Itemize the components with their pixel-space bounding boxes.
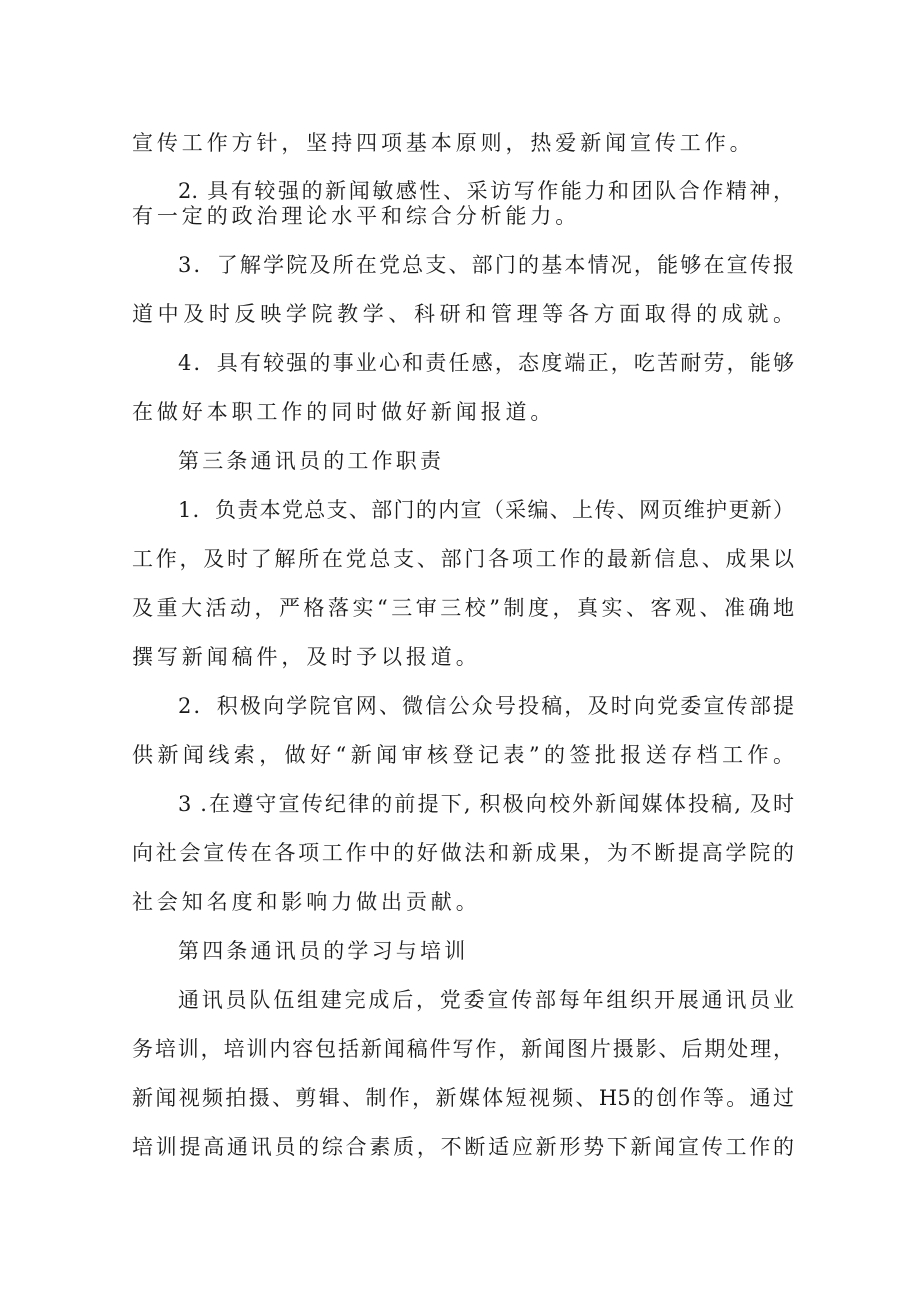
text-line: 宣传工作方针，坚持四项基本原则，热爱新闻宣传工作。 xyxy=(132,131,755,155)
text-line: 在做好本职工作的同时做好新闻报道。 xyxy=(132,400,556,424)
text-line: 培训提高通讯员的综合素质，不断适应新形势下新闻宣传工作的 xyxy=(132,1135,794,1159)
text-line: 供新闻线索，做好“新闻审核登记表”的签批报送存档工作。 xyxy=(132,743,794,767)
text-line: 道中及时反映学院教学、科研和管理等各方面取得的成就。 xyxy=(132,302,794,326)
text-line: 2. 具有较强的新闻敏感性、采访写作能力和团队合作精神， xyxy=(178,179,794,203)
section-heading: 第三条通讯员的工作职责 xyxy=(178,449,445,473)
text-line: 通讯员队伍组建完成后，党委宣传部每年组织开展通讯员业 xyxy=(178,988,794,1012)
text-line: 撰写新闻稿件，及时予以报道。 xyxy=(132,645,481,669)
text-line: 新闻视频拍摄、剪辑、制作，新媒体短视频、H5的创作等。通过 xyxy=(132,1086,794,1110)
text-line: 3．了解学院及所在党总支、部门的基本情况，能够在宣传报 xyxy=(178,253,794,277)
text-line: 有一定的政治理论水平和综合分析能力。 xyxy=(132,204,581,228)
text-line: 向社会宣传在各项工作中的好做法和新成果，为不断提高学院的 xyxy=(132,841,794,865)
text-line: 2．积极向学院官网、微信公众号投稿，及时向党委宣传部提 xyxy=(178,694,794,718)
text-line: 3 .在遵守宣传纪律的前提下, 积极向校外新闻媒体投稿, 及时 xyxy=(178,792,794,816)
text-line: 工作，及时了解所在党总支、部门各项工作的最新信息、成果以 xyxy=(132,547,794,571)
section-heading: 第四条通讯员的学习与培训 xyxy=(178,939,469,963)
text-line: 1．负责本党总支、部门的内宣（采编、上传、网页维护更新） xyxy=(178,498,794,522)
text-line: 及重大活动，严格落实“三审三校”制度，真实、客观、准确地 xyxy=(132,596,794,620)
text-line: 4．具有较强的事业心和责任感，态度端正，吃苦耐劳，能够 xyxy=(178,351,794,375)
text-line: 务培训，培训内容包括新闻稿件写作，新闻图片摄影、后期处理， xyxy=(132,1037,794,1061)
text-line: 社会知名度和影响力做出贡献。 xyxy=(132,890,481,914)
